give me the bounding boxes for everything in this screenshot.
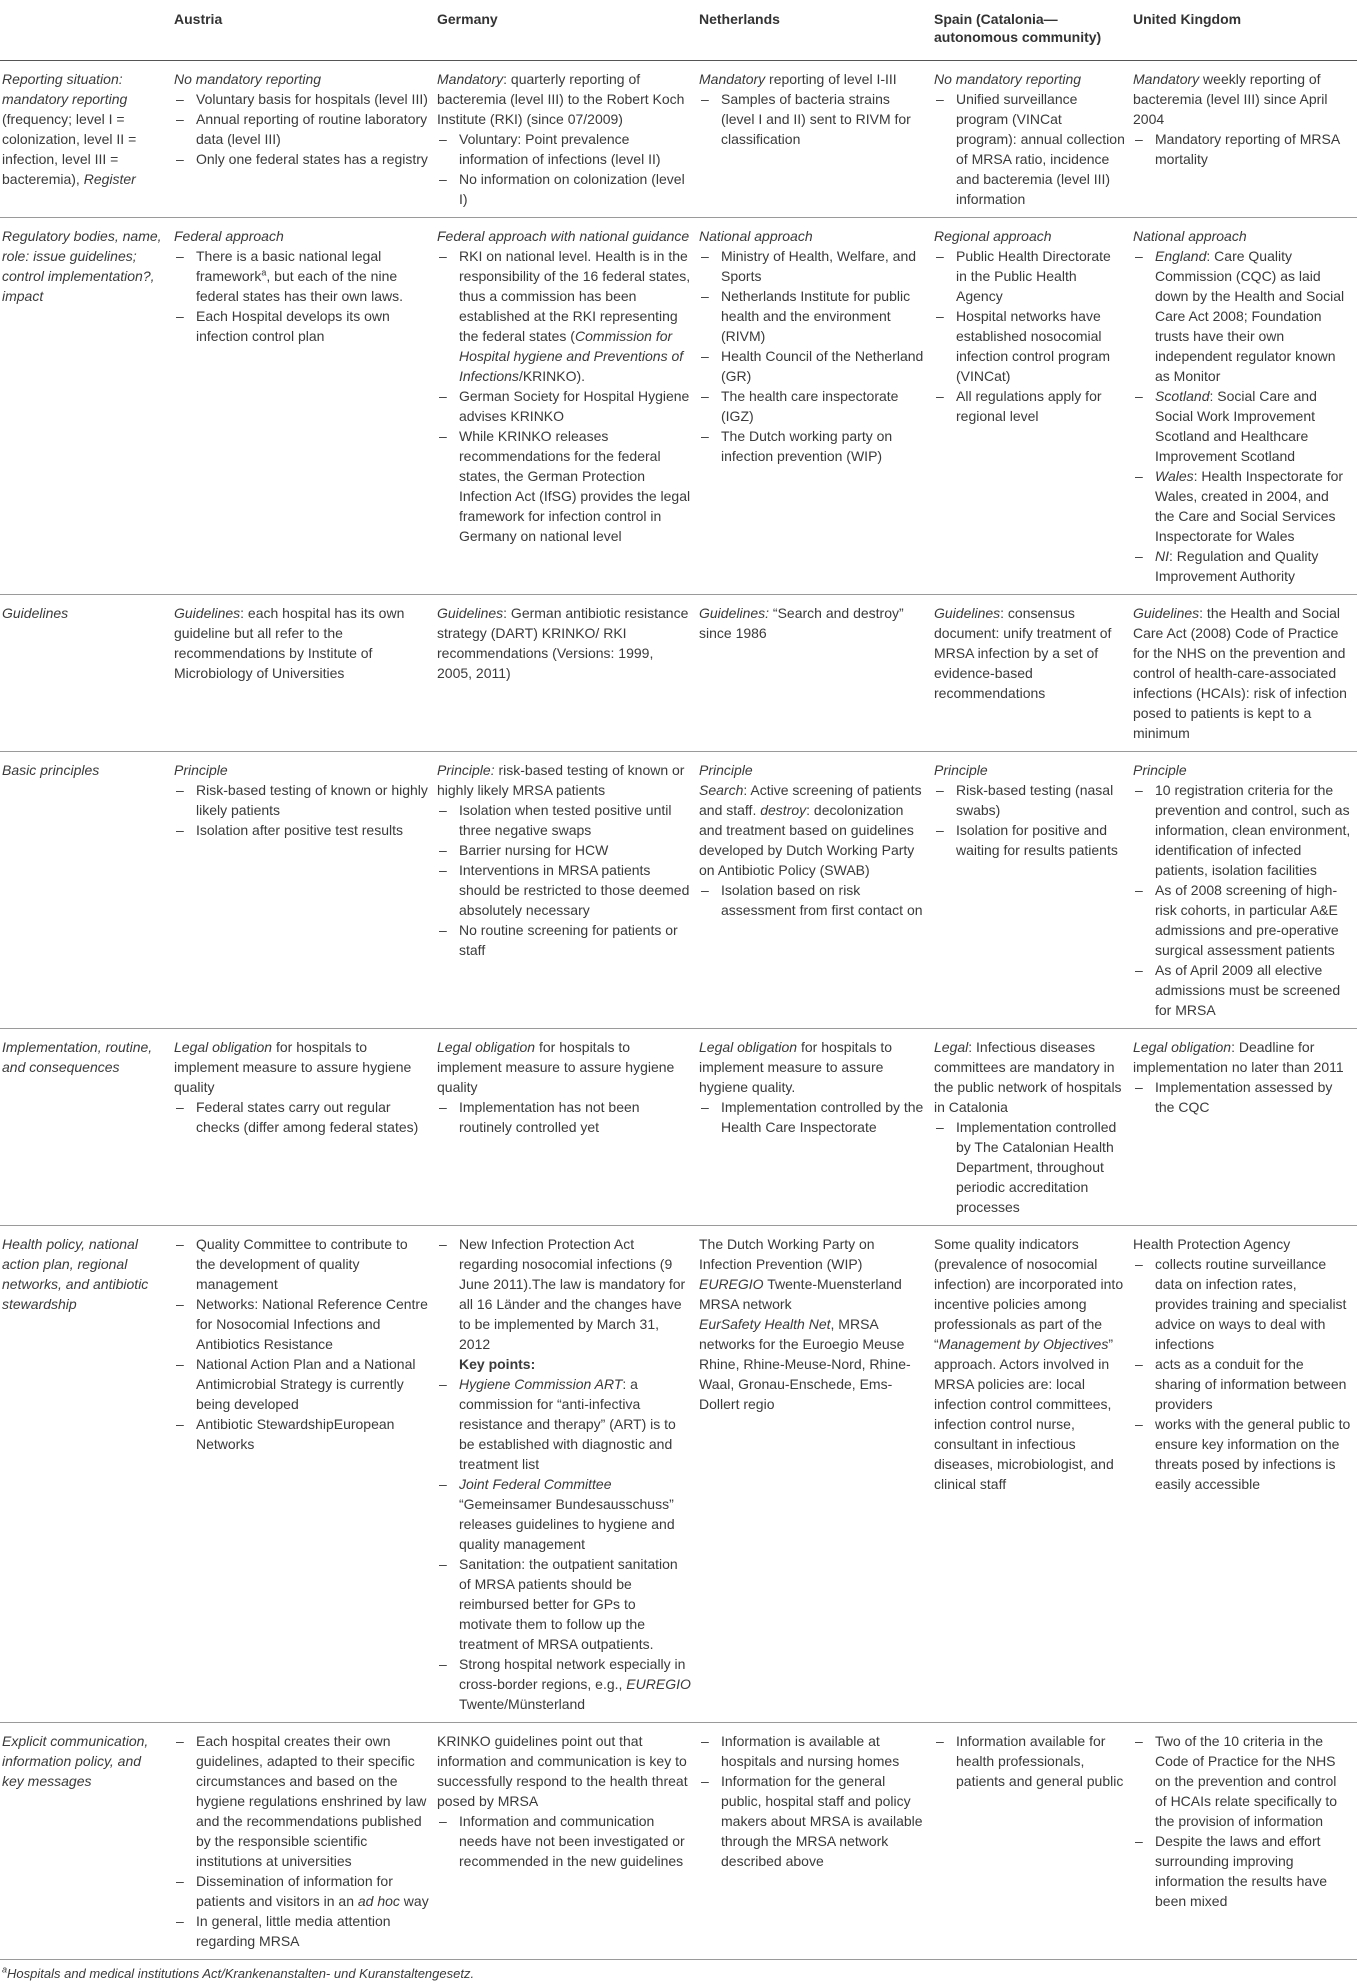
cell-implementation-germany (435, 1029, 697, 1226)
emphasis: EUREGIO (699, 1276, 764, 1292)
text: “Gemeinsamer Bundesausschuss” releases guidelines to hygiene and quality management (459, 1496, 675, 1552)
list-item: – Implementation controlled by the Health Care Inspectorate (699, 1097, 926, 1137)
text: , but each of the nine federal states has their own laws. (196, 268, 403, 304)
list-item: – The Dutch working party on infection prevention (WIP) (699, 426, 926, 466)
cell-lead (934, 1037, 1125, 1117)
emphasis: Joint Federal Committee (459, 1476, 612, 1492)
bullet-list (934, 89, 1125, 209)
text: risk-based testing of known or highly likely MRSA patients (437, 762, 685, 798)
list-item: – Mandatory reporting of MRSA mortality (1133, 129, 1351, 169)
bullet-list (699, 1097, 926, 1137)
cell-lead: Principle (699, 762, 753, 778)
table-row (0, 218, 1357, 595)
cell-implementation-uk (1131, 1029, 1357, 1226)
emphasis: Hygiene Commission ART (459, 1376, 623, 1392)
row-label-health-policy: Health policy, national action plan, regional networks, and antibiotic stewardship (0, 1226, 172, 1723)
list-item: – Public Health Directorate in the Public Health Agency (934, 246, 1125, 306)
cell-lead: Principle (174, 762, 228, 778)
text: : Social Care and Social Work Improvement Scotland and Healthcare Improvement Scotland (1155, 388, 1317, 464)
emphasis: Management by Objectives (938, 1336, 1109, 1352)
bullet-list (1133, 1077, 1351, 1117)
list-item (1133, 386, 1351, 466)
cell-lead: Regional approach (934, 228, 1052, 244)
list-item: – Despite the laws and effort surrounding improving information the results have been mixed (1133, 1831, 1351, 1911)
row-label-regulatory: Regulatory bodies, name, role: issue guidelines; control implementation?, impact (0, 218, 172, 595)
header-spain: Spain (Catalonia—autonomous community) (932, 0, 1131, 61)
text: : quarterly reporting of bacteremia (level III) to the Robert Koch Institute (RKI) (since 07/2009) (437, 71, 685, 127)
cell-lead: Principle (934, 762, 988, 778)
cell-lead (437, 69, 691, 129)
cell-text (934, 1234, 1125, 1494)
cell-text (699, 1274, 926, 1314)
bullet-list (174, 780, 429, 840)
text: : Active screening of patients and staff. (699, 782, 922, 818)
cell-lead: Principle (1133, 762, 1187, 778)
bullet-list (1133, 1254, 1351, 1494)
list-item: – Information and communication needs have not been investigated or recommended in the new guidelines (437, 1811, 691, 1871)
list-item: – No routine screening for patients or staff (437, 920, 691, 960)
table-row (0, 61, 1357, 218)
text: Strong hospital network especially in cross-border regions, e.g., (459, 1656, 686, 1692)
bullet-list (437, 1811, 691, 1871)
list-item: – Interventions in MRSA patients should be restricted to those deemed absolutely necessary (437, 860, 691, 920)
cell-communication-spain (932, 1723, 1131, 1960)
bullet-list (699, 89, 926, 149)
list-item (1133, 246, 1351, 386)
table-row (0, 1723, 1357, 1960)
cell-lead (699, 69, 926, 89)
text: : the Health and Social Care Act (2008) Code of Practice for the NHS on the prevention and control of health-care-associated infections (HCAIs): risk of infection posed to patients is kept to a minimum (1133, 605, 1347, 741)
row-label-reporting (0, 61, 172, 218)
bullet-list (437, 1234, 691, 1714)
list-item: – works with the general public to ensure key information on the threats posed by infections is easily accessible (1133, 1414, 1351, 1494)
table-row (0, 1226, 1357, 1723)
cell-guidelines-germany (435, 595, 697, 752)
bullet-list (1133, 246, 1351, 586)
emphasis: ad hoc (357, 1893, 400, 1909)
cell-lead: Federal approach with national guidance (437, 228, 690, 244)
text: : Regulation and Quality Improvement Authority (1155, 548, 1319, 584)
list-item: – Only one federal states has a registry (174, 149, 429, 169)
row-label-guidelines: Guidelines (0, 595, 172, 752)
emphasis: Legal (934, 1039, 969, 1055)
list-item: – Health Council of the Netherland (GR) (699, 346, 926, 386)
list-item: – Isolation for positive and waiting for results patients (934, 820, 1125, 860)
cell-text (934, 603, 1125, 703)
cell-reporting-uk (1131, 61, 1357, 218)
list-item: – Information for the general public, hospital staff and policy makers about MRSA is available through the MRSA network described above (699, 1771, 926, 1871)
emphasis: EurSafety Health Net (699, 1316, 831, 1332)
cell-guidelines-uk (1131, 595, 1357, 752)
cell-regulatory-uk (1131, 218, 1357, 595)
list-item: – As of 2008 screening of high-risk cohorts, in particular A&E admissions and pre-operative surgical assessment patients (1133, 880, 1351, 960)
list-item: – No information on colonization (level I) (437, 169, 691, 209)
list-item: – Two of the 10 criteria in the Code of Practice for the NHS on the prevention and control of HCAIs relate specifically to the provision of information (1133, 1731, 1351, 1831)
cell-health-policy-netherlands (697, 1226, 932, 1723)
cell-guidelines-austria (172, 595, 435, 752)
bullet-list (1133, 780, 1351, 1020)
list-item (174, 246, 429, 306)
text: Twente-Muensterland MRSA network (699, 1276, 902, 1312)
list-item (437, 1654, 691, 1714)
header-austria: Austria (172, 0, 435, 61)
cell-health-policy-spain (932, 1226, 1131, 1723)
emphasis: Mandatory (437, 71, 504, 87)
list-item: – All regulations apply for regional level (934, 386, 1125, 426)
text: RKI on national level. Health is in the responsibility of the 16 federal states, thus a commission has been established at the RKI representing the federal states ( (459, 248, 691, 344)
list-item: – Isolation when tested positive until three negative swaps (437, 800, 691, 840)
emphasis: Mandatory (1133, 71, 1200, 87)
list-item: – Risk-based testing of known or highly likely patients (174, 780, 429, 820)
cell-lead: Health Protection Agency (1133, 1236, 1291, 1252)
cell-principles-austria (172, 752, 435, 1029)
list-item (174, 1871, 429, 1911)
bullet-list (174, 1234, 429, 1454)
emphasis: Legal obligation (699, 1039, 798, 1055)
table-row (0, 595, 1357, 752)
emphasis: Scotland (1155, 388, 1210, 404)
list-item: – Hospital networks have established nosocomial infection control program (VINCat) (934, 306, 1125, 386)
text: : a commission for “anti-infectiva resistance and therapy” (ART) is to be established with diagnostic and treatment list (459, 1376, 676, 1472)
list-item: – Federal states carry out regular checks (differ among federal states) (174, 1097, 429, 1137)
bullet-list (437, 246, 691, 546)
text: : Infectious diseases committees are mandatory in the public network of hospitals in Catalonia (934, 1039, 1122, 1115)
bullet-list (174, 1731, 429, 1951)
cell-lead: KRINKO guidelines point out that information and communication is key to successfully respond to the health threat posed by MRSA (437, 1733, 688, 1809)
emphasis: Guidelines (1133, 605, 1200, 621)
cell-lead (174, 1037, 429, 1097)
bullet-list (934, 246, 1125, 426)
list-item: – Each hospital creates their own guidelines, adapted to their specific circumstances and based on the hygiene regulations enshrined by law and the recommendations published by the responsible scientific institutions at universities (174, 1731, 429, 1871)
cell-guidelines-netherlands (697, 595, 932, 752)
table-row (0, 752, 1357, 1029)
list-item (437, 246, 691, 386)
cell-lead (699, 1037, 926, 1097)
text: : consensus document: unify treatment of MRSA infection by a set of evidence-based recommendations (934, 605, 1112, 701)
list-item: – Barrier nursing for HCW (437, 840, 691, 860)
emphasis: Legal obligation (437, 1039, 536, 1055)
list-item: – Implementation has not been routinely controlled yet (437, 1097, 691, 1137)
cell-guidelines-spain (932, 595, 1131, 752)
list-item: – As of April 2009 all elective admissions must be screened for MRSA (1133, 960, 1351, 1020)
text: reporting of level I-III (765, 71, 897, 87)
cell-lead (437, 1037, 691, 1097)
cell-principles-germany (435, 752, 697, 1029)
cell-lead (1133, 69, 1351, 129)
cell-reporting-germany (435, 61, 697, 218)
list-item: – While KRINKO releases recommendations for the federal states, the German Protection Infection Act (IfSG) provides the legal framework for infection control in Germany on national level (437, 426, 691, 546)
row-label-text: (frequency; level I = colonization, level II = infection, level III = bacteremia), (2, 111, 137, 187)
cell-regulatory-netherlands (697, 218, 932, 595)
bullet-list (699, 1731, 926, 1871)
list-item: – Information available for health professionals, patients and general public (934, 1731, 1125, 1791)
cell-text (437, 603, 691, 683)
cell-reporting-netherlands (697, 61, 932, 218)
emphasis: Legal obligation (174, 1039, 273, 1055)
list-item: – Sanitation: the outpatient sanitation of MRSA patients should be reimbursed better for GPs to motivate them to follow up the treatment of MRSA outpatients. (437, 1554, 691, 1654)
list-item: – Quality Committee to contribute to the development of quality management (174, 1234, 429, 1294)
cell-principles-uk (1131, 752, 1357, 1029)
list-item: – Information is available at hospitals and nursing homes (699, 1731, 926, 1771)
footnote-text: Hospitals and medical institutions Act/Krankenanstalten- und Kuranstaltengesetz. (7, 1966, 475, 1981)
header-uk: United Kingdom (1131, 0, 1357, 61)
emphasis: NI (1155, 548, 1169, 564)
list-item (437, 1234, 691, 1374)
cell-text (1133, 603, 1351, 743)
text: : Health Inspectorate for Wales, created in 2004, and the Care and Social Services Inspectorate for Wales (1155, 468, 1344, 544)
list-item: – Implementation assessed by the CQC (1133, 1077, 1351, 1117)
footnote-marker: a (261, 267, 267, 278)
text: , MRSA networks for the Euroegio Meuse Rhine, Rhine-Meuse-Nord, Rhine-Waal, Gronau-Enschede, Ems-Dollert regio (699, 1316, 911, 1412)
text: : each hospital has its own guideline but all refer to the recommendations by Institute of Microbiology of Universities (174, 605, 405, 681)
text: : decolonization and treatment based on guidelines developed by Dutch Working Party on Antibiotic Policy (SWAB) (699, 802, 915, 878)
text: “Search and destroy” since 1986 (699, 605, 904, 641)
cell-lead (437, 760, 691, 800)
cell-principles-spain (932, 752, 1131, 1029)
emphasis: EUREGIO (626, 1676, 691, 1692)
cell-text (699, 603, 926, 643)
list-item: – collects routine surveillance data on infection rates, provides training and specialist advice on ways to deal with infections (1133, 1254, 1351, 1354)
header-blank (0, 0, 172, 61)
cell-reporting-spain (932, 61, 1131, 218)
cell-communication-germany (435, 1723, 697, 1960)
emphasis: Guidelines (437, 605, 504, 621)
cell-lead: No mandatory reporting (174, 71, 322, 87)
text: for hospitals to implement measure to assure hygiene quality. (699, 1039, 893, 1095)
list-item: – Antibiotic StewardshipEuropean Networks (174, 1414, 429, 1454)
list-item: – The health care inspectorate (IGZ) (699, 386, 926, 426)
key-points-heading: Key points: (459, 1356, 536, 1372)
cell-regulatory-austria (172, 218, 435, 595)
emphasis: Mandatory (699, 71, 766, 87)
list-item (1133, 546, 1351, 586)
list-item: – German Society for Hospital Hygiene advises KRINKO (437, 386, 691, 426)
bullet-list (1133, 1731, 1351, 1911)
text: for hospitals to implement measure to assure hygiene quality (437, 1039, 675, 1095)
list-item: – Isolation based on risk assessment from first contact on (699, 880, 926, 920)
list-item (437, 1474, 691, 1554)
footnote-marker: a (2, 1964, 8, 1975)
list-item: – Each Hospital develops its own infection control plan (174, 306, 429, 346)
table-row (0, 1029, 1357, 1226)
text: There is a basic national legal framework (196, 248, 382, 284)
cell-text (699, 780, 926, 880)
cell-implementation-austria (172, 1029, 435, 1226)
bullet-list (174, 89, 429, 169)
cell-health-policy-germany (435, 1226, 697, 1723)
list-item: – National Action Plan and a National Antimicrobial Strategy is currently being developed (174, 1354, 429, 1414)
bullet-list (437, 129, 691, 209)
text: weekly reporting of bacteremia (level III) since April 2004 (1133, 71, 1328, 127)
bullet-list (934, 780, 1125, 860)
list-item: – 10 registration criteria for the prevention and control, such as information, clean environment, identification of infected patients, isolation facilities (1133, 780, 1351, 880)
emphasis: destroy (760, 802, 807, 818)
list-item: – Implementation controlled by The Catalonian Health Department, throughout periodic accreditation processes (934, 1117, 1125, 1217)
cell-text: The Dutch Working Party on Infection Prevention (WIP) (699, 1236, 875, 1272)
cell-implementation-netherlands (697, 1029, 932, 1226)
text: : Deadline for implementation no later than 2011 (1133, 1039, 1344, 1075)
list-item (437, 1374, 691, 1474)
bullet-list (1133, 129, 1351, 169)
text: New Infection Protection Act regarding nosocomial infections (9 June 2011).The law is mandatory for all 16 Länder and the changes have to be implemented by March 31, 2012 (459, 1236, 686, 1352)
list-item: – Voluntary basis for hospitals (level III) (174, 89, 429, 109)
bullet-list (437, 800, 691, 960)
text: : German antibiotic resistance strategy (DART) KRINKO/ RKI recommendations (Versions: 1999, 2005, 2011) (437, 605, 689, 681)
row-label-principles: Basic principles (0, 752, 172, 1029)
emphasis: Guidelines (934, 605, 1001, 621)
row-label-implementation: Implementation, routine, and consequences (0, 1029, 172, 1226)
list-item: – In general, little media attention regarding MRSA (174, 1911, 429, 1951)
cell-regulatory-spain (932, 218, 1131, 595)
header-germany: Germany (435, 0, 697, 61)
cell-lead: No mandatory reporting (934, 71, 1082, 87)
header-netherlands: Netherlands (697, 0, 932, 61)
bullet-list (934, 1731, 1125, 1791)
list-item: – acts as a conduit for the sharing of information between providers (1133, 1354, 1351, 1414)
emphasis: Principle: (437, 762, 495, 778)
cell-text (174, 603, 429, 683)
list-item: – Voluntary: Point prevalence information of infections (level II) (437, 129, 691, 169)
emphasis: Legal obligation (1133, 1039, 1232, 1055)
table-footnote (0, 1960, 1357, 1982)
cell-lead: National approach (1133, 228, 1247, 244)
cell-communication-uk (1131, 1723, 1357, 1960)
cell-health-policy-uk (1131, 1226, 1357, 1723)
text: way (399, 1893, 429, 1909)
bullet-list (174, 246, 429, 346)
emphasis: Guidelines: (699, 605, 770, 621)
row-label-text: Register (83, 171, 136, 187)
emphasis: England (1155, 248, 1207, 264)
text: Dissemination of information for patients and visitors in an (196, 1873, 393, 1909)
cell-text (699, 1314, 926, 1414)
list-item: – Risk-based testing (nasal swabs) (934, 780, 1125, 820)
cell-reporting-austria (172, 61, 435, 218)
cell-health-policy-austria (172, 1226, 435, 1723)
cell-regulatory-germany (435, 218, 697, 595)
cell-communication-austria (172, 1723, 435, 1960)
cell-lead: National approach (699, 228, 813, 244)
list-item: – Annual reporting of routine laboratory data (level III) (174, 109, 429, 149)
row-label-communication: Explicit communication, information policy, and key messages (0, 1723, 172, 1960)
bullet-list (934, 1117, 1125, 1217)
cell-communication-netherlands (697, 1723, 932, 1960)
bullet-list (699, 246, 926, 466)
list-item: – Ministry of Health, Welfare, and Sports (699, 246, 926, 286)
list-item: – Netherlands Institute for public health and the environment (RIVM) (699, 286, 926, 346)
emphasis: Guidelines (174, 605, 241, 621)
text: : Care Quality Commission (CQC) as laid down by the Health and Social Care Act 2008; Foundation trusts have their own independent regulator known as Monitor (1155, 248, 1345, 384)
row-label-text: Reporting situation: mandatory reporting (2, 71, 128, 107)
list-item: – Isolation after positive test results (174, 820, 429, 840)
cell-implementation-spain (932, 1029, 1131, 1226)
list-item (1133, 466, 1351, 546)
bullet-list (174, 1097, 429, 1137)
text: for hospitals to implement measure to assure hygiene quality (174, 1039, 412, 1095)
list-item: – Networks: National Reference Centre for Nosocomial Infections and Antibiotics Resistance (174, 1294, 429, 1354)
table-header-row (0, 0, 1357, 61)
emphasis: Wales (1155, 468, 1194, 484)
cell-principles-netherlands (697, 752, 932, 1029)
text: /KRINKO). (518, 368, 586, 384)
cell-lead (1133, 1037, 1351, 1077)
text: ” approach. Actors involved in MRSA policies are: local infection control committees, infection control nurse, consultant in infectious diseases, microbiologist, and clinical staff (934, 1336, 1114, 1492)
list-item: – Unified surveillance program (VINCat program): annual collection of MRSA ratio, incidence and bacteremia (level III) information (934, 89, 1125, 209)
cell-lead: Federal approach (174, 228, 284, 244)
text: Some quality indicators (prevalence of nosocomial infection) are incorporated into incentive policies among professionals as part of the “ (934, 1236, 1124, 1352)
emphasis: Search (699, 782, 744, 798)
list-item: – Samples of bacteria strains (level I and II) sent to RIVM for classification (699, 89, 926, 149)
emphasis: Commission for Hospital hygiene and Preventions of Infections (459, 328, 684, 384)
text: Twente/Münsterland (459, 1696, 586, 1712)
bullet-list (437, 1097, 691, 1137)
bullet-list (699, 880, 926, 920)
